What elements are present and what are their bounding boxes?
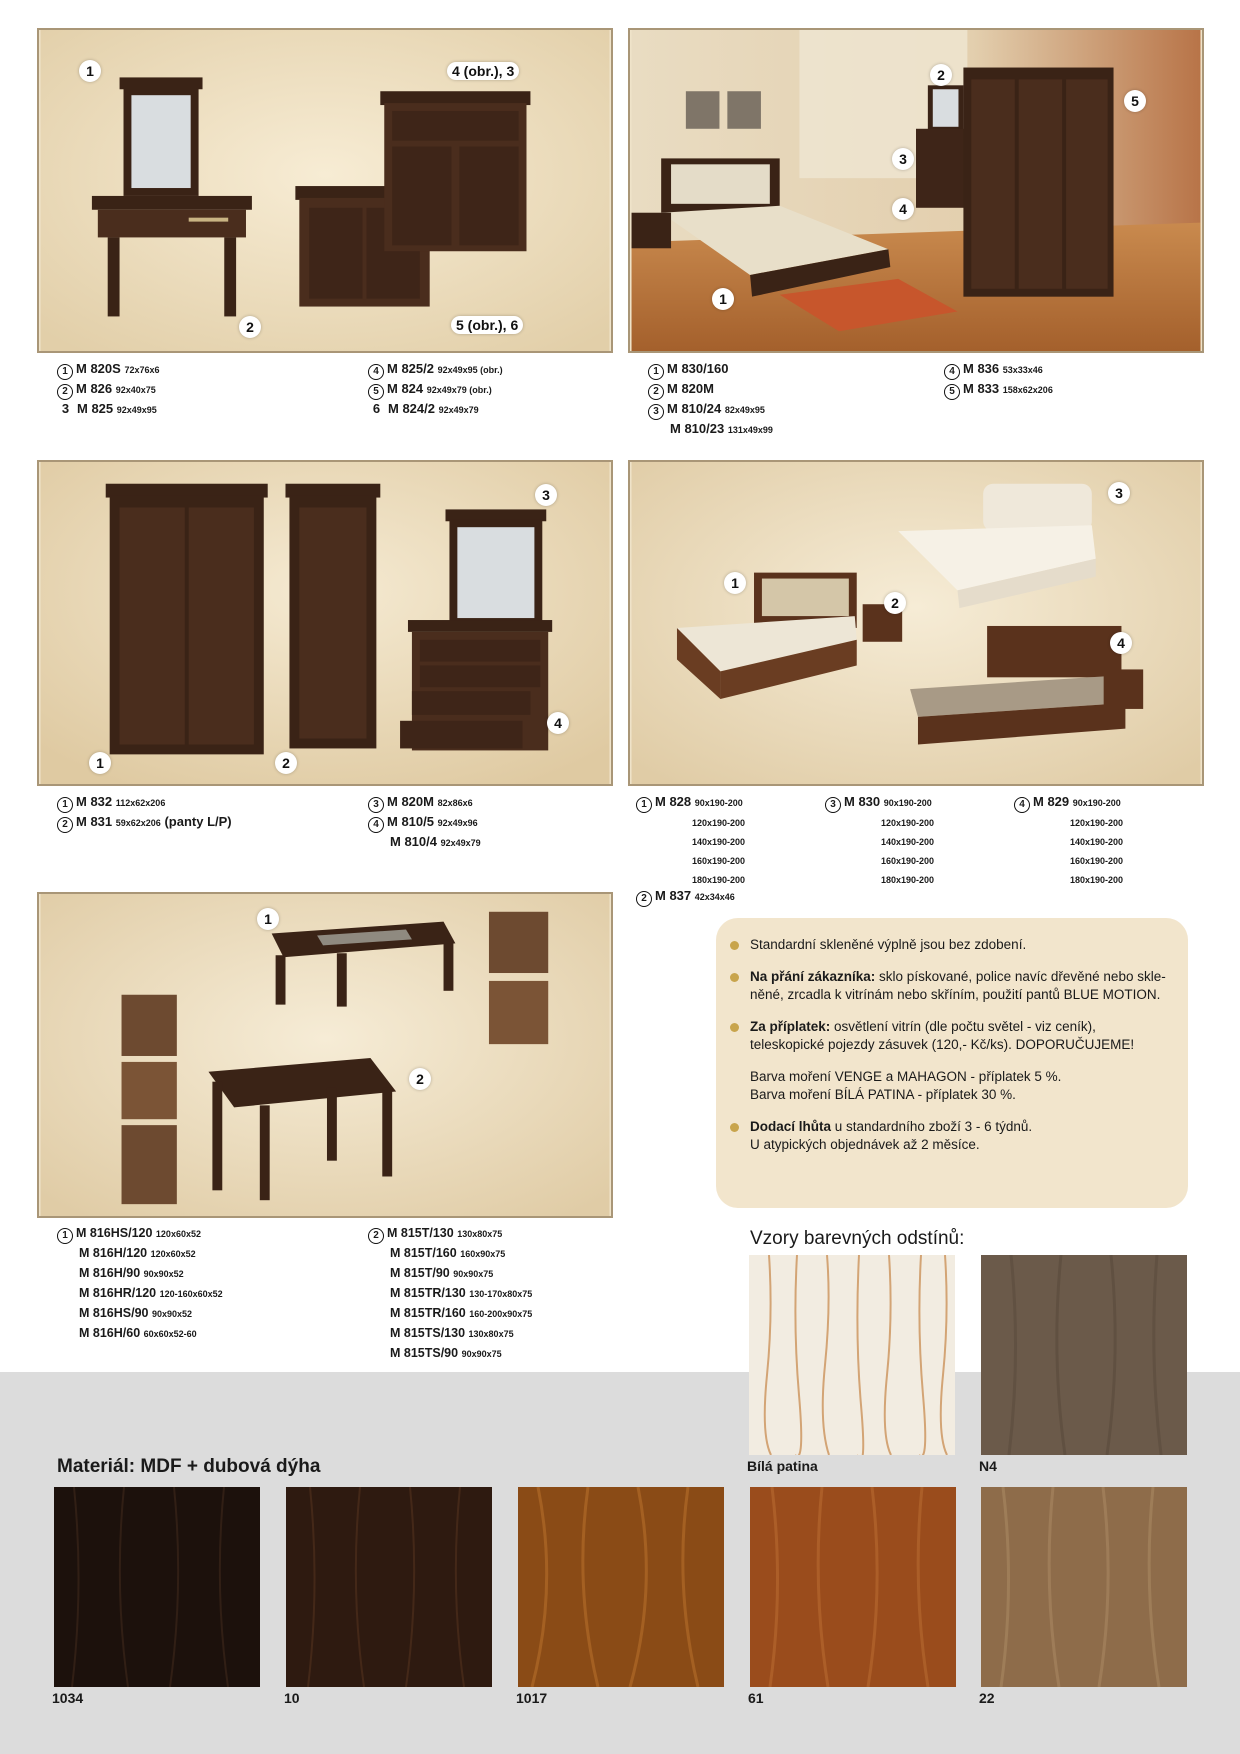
marker-3: 3 xyxy=(1108,482,1130,504)
swatch-tile xyxy=(518,1487,724,1687)
caption-p4-bed-828 xyxy=(636,793,745,889)
info-text: Barva moření VENGE a MAHAGON - příplatek 5 %. xyxy=(750,1069,1062,1084)
bed-size: 120x190-200 xyxy=(1070,818,1124,828)
info-delivery xyxy=(750,1118,1166,1154)
caption-p3-left xyxy=(57,793,232,833)
product-photo-wardrobes xyxy=(37,460,613,786)
bed-size: 160x190-200 xyxy=(692,856,746,866)
product-dimension: 72x76x6 xyxy=(124,365,160,375)
info-heading: Za příplatek: xyxy=(750,1019,831,1034)
circled-number: 4 xyxy=(368,817,384,833)
product-code: M 810/24 xyxy=(667,401,722,416)
swatch-name: N4 xyxy=(979,1458,997,1474)
info-text: sklo pískované, police navíc dřevěné nebo skle-něné, zrcadla k vitrínám nebo skříním, použití pantů BLUE MOTION. xyxy=(750,969,1166,1002)
info-standard xyxy=(750,936,1166,954)
product-dimension: 59x62x206 xyxy=(115,818,161,828)
bed-size: 90x190-200 xyxy=(1072,798,1121,808)
product-dimension: 90x90x75 xyxy=(453,1269,494,1279)
product-dimension: 158x62x206 xyxy=(1002,385,1053,395)
product-dimension: 92x40x75 xyxy=(115,385,156,395)
bed-size: 140x190-200 xyxy=(1070,837,1124,847)
product-dimension: 53x33x46 xyxy=(1002,365,1043,375)
product-code: M 815TR/160 xyxy=(390,1306,466,1320)
caption-p3-right xyxy=(368,793,481,852)
marker-4: 4 xyxy=(1110,632,1132,654)
circled-number: 2 xyxy=(368,1228,384,1244)
marker-2: 2 xyxy=(884,592,906,614)
marker-1: 1 xyxy=(257,908,279,930)
caption-p2-left xyxy=(648,360,773,439)
product-dimension: 92x49x95 (obr.) xyxy=(437,365,503,375)
circled-number: 2 xyxy=(636,891,652,907)
beds-illustration xyxy=(630,462,1202,784)
circled-number: 2 xyxy=(648,384,664,400)
product-dimension: 120-160x60x52 xyxy=(159,1289,223,1299)
product-dimension: 92x49x79 xyxy=(438,405,479,415)
swatch-name: 1017 xyxy=(516,1690,548,1706)
marker-1: 1 xyxy=(79,60,101,82)
product-dimension: 120x60x52 xyxy=(155,1229,201,1239)
info-surcharge xyxy=(750,1018,1166,1054)
product-dimension: 112x62x206 xyxy=(115,798,166,808)
wardrobe-illustration xyxy=(39,462,611,784)
product-code: M 837 xyxy=(655,888,692,903)
marker-3: 3 xyxy=(535,484,557,506)
swatch-tile xyxy=(286,1487,492,1687)
circled-number: 1 xyxy=(636,797,652,813)
product-code: M 810/23 xyxy=(670,421,725,436)
marker-1: 1 xyxy=(89,752,111,774)
bed-size: 160x190-200 xyxy=(881,856,935,866)
product-code: M 815T/160 xyxy=(390,1246,457,1260)
circled-number: 3 xyxy=(648,404,664,420)
product-dimension: 130x80x75 xyxy=(457,1229,503,1239)
circled-number: 2 xyxy=(57,817,73,833)
product-dimension: 82x86x6 xyxy=(437,798,473,808)
caption-p4-bed-830 xyxy=(825,793,934,889)
marker-2: 2 xyxy=(239,316,261,338)
tables-illustration xyxy=(39,894,611,1216)
product-photo-dressing-set xyxy=(37,28,613,353)
bed-size: 180x190-200 xyxy=(1070,875,1124,885)
info-text: u standardního zboží 3 - 6 týdnů. xyxy=(831,1119,1033,1134)
product-code: M 826 xyxy=(76,381,113,396)
product-code: M 815T/130 xyxy=(387,1226,454,1240)
caption-p5-dining-tables xyxy=(368,1224,532,1364)
bed-size: 90x190-200 xyxy=(883,798,932,808)
circled-number: 1 xyxy=(57,364,73,380)
product-code: M 825/2 xyxy=(387,361,434,376)
circled-number: 5 xyxy=(368,384,384,400)
product-code: M 824 xyxy=(387,381,424,396)
marker-3: 3 xyxy=(892,148,914,170)
product-code: M 816HS/120 xyxy=(76,1226,153,1240)
product-code: M 810/5 xyxy=(387,814,434,829)
product-note: (panty L/P) xyxy=(164,814,232,829)
marker-1: 1 xyxy=(724,572,746,594)
swatch-name: 61 xyxy=(748,1690,764,1706)
product-code: M 829 xyxy=(1033,794,1070,809)
swatch-tile xyxy=(54,1487,260,1687)
swatch-name: Bílá patina xyxy=(747,1458,818,1474)
marker-4-3: 4 (obr.), 3 xyxy=(447,62,519,80)
swatch-tile xyxy=(750,1487,956,1687)
swatch-tile xyxy=(981,1487,1187,1687)
circled-number: 4 xyxy=(1014,797,1030,813)
product-code: M 820M xyxy=(667,381,714,396)
plain-number: 6 xyxy=(372,401,381,416)
circled-number: 2 xyxy=(57,384,73,400)
product-code: M 831 xyxy=(76,814,113,829)
swatch-tile xyxy=(749,1255,955,1455)
marker-4: 4 xyxy=(547,712,569,734)
product-dimension: 130-170x80x75 xyxy=(469,1289,533,1299)
info-text: U atypických objednávek až 2 měsíce. xyxy=(750,1137,980,1152)
product-code: M 830 xyxy=(844,794,881,809)
bed-size: 120x190-200 xyxy=(881,818,935,828)
product-dimension: 130x80x75 xyxy=(468,1329,514,1339)
circled-number: 1 xyxy=(648,364,664,380)
product-code: M 815TS/90 xyxy=(390,1346,459,1360)
product-dimension: 90x90x75 xyxy=(461,1349,502,1359)
product-code: M 816HS/90 xyxy=(79,1306,149,1320)
furniture-illustration xyxy=(39,30,611,351)
product-code: M 816HR/120 xyxy=(79,1286,157,1300)
info-on-request xyxy=(750,968,1166,1004)
product-dimension: 90x90x52 xyxy=(151,1309,193,1319)
product-code: M 816H/120 xyxy=(79,1246,148,1260)
circled-number: 5 xyxy=(944,384,960,400)
product-dimension: 160x90x75 xyxy=(460,1249,506,1259)
swatch-name: 22 xyxy=(979,1690,995,1706)
circled-number: 3 xyxy=(368,797,384,813)
swatch-name: 1034 xyxy=(52,1690,84,1706)
product-photo-beds xyxy=(628,460,1204,786)
material-title: Materiál: MDF + dubová dýha xyxy=(57,1456,321,1477)
bed-size: 180x190-200 xyxy=(692,875,746,885)
bed-size: 160x190-200 xyxy=(1070,856,1124,866)
product-code: M 810/4 xyxy=(390,834,437,849)
info-box xyxy=(716,918,1188,1208)
product-code: M 825 xyxy=(77,401,114,416)
marker-2: 2 xyxy=(930,64,952,86)
circled-number: 3 xyxy=(825,797,841,813)
product-code: M 836 xyxy=(963,361,1000,376)
product-dimension: 90x90x52 xyxy=(143,1269,184,1279)
info-text: osvětlení vitrín (dle počtu světel - viz ceník), teleskopické pojezdy zásuvek (120,- Kč/ks). DOPORUČUJEME! xyxy=(750,1019,1135,1052)
marker-5: 5 xyxy=(1124,90,1146,112)
caption-p4-bed-829 xyxy=(1014,793,1123,889)
product-code: M 830/160 xyxy=(667,361,729,376)
product-dimension: 82x49x95 xyxy=(724,405,765,415)
bed-size: 140x190-200 xyxy=(692,837,746,847)
bed-size: 120x190-200 xyxy=(692,818,746,828)
product-code: M 832 xyxy=(76,794,113,809)
product-dimension: 92x49x79 (obr.) xyxy=(426,385,492,395)
swatch-name: 10 xyxy=(284,1690,300,1706)
caption-p1-right xyxy=(368,360,503,419)
product-code: M 815TR/130 xyxy=(390,1286,466,1300)
samples-title: Vzory barevných odstínů: xyxy=(750,1228,965,1249)
marker-4: 4 xyxy=(892,198,914,220)
circled-number: 1 xyxy=(57,797,73,813)
circled-number: 4 xyxy=(944,364,960,380)
caption-p5-coffee-tables xyxy=(57,1224,223,1344)
product-dimension: 92x49x79 xyxy=(440,838,481,848)
info-text: Standardní skleněné výplně jsou bez zdobení. xyxy=(750,937,1027,952)
product-code: M 820M xyxy=(387,794,434,809)
product-dimension: 92x49x95 xyxy=(116,405,157,415)
plain-number: 3 xyxy=(61,401,70,416)
product-dimension: 120x60x52 xyxy=(150,1249,196,1259)
product-code: M 833 xyxy=(963,381,1000,396)
bed-size: 90x190-200 xyxy=(694,798,743,808)
product-code: M 815TS/130 xyxy=(390,1326,466,1340)
product-code: M 820S xyxy=(76,361,121,376)
marker-5-6: 5 (obr.), 6 xyxy=(451,316,523,334)
caption-p2-right xyxy=(944,360,1053,400)
product-code: M 816H/60 xyxy=(79,1326,141,1340)
product-code: M 815T/90 xyxy=(390,1266,450,1280)
swatch-tile xyxy=(981,1255,1187,1455)
info-stain-prices xyxy=(750,1068,1166,1104)
product-dimension: 160-200x90x75 xyxy=(469,1309,533,1319)
marker-1: 1 xyxy=(712,288,734,310)
product-dimension: 42x34x46 xyxy=(694,892,735,902)
product-code: M 824/2 xyxy=(388,401,435,416)
info-heading: Na přání zákazníka: xyxy=(750,969,876,984)
info-text: Barva moření BÍLÁ PATINA - příplatek 30 %. xyxy=(750,1087,1016,1102)
marker-2: 2 xyxy=(275,752,297,774)
product-code: M 828 xyxy=(655,794,692,809)
caption-p4-nightstand xyxy=(636,887,735,907)
product-dimension: 60x60x52-60 xyxy=(143,1329,197,1339)
bed-size: 140x190-200 xyxy=(881,837,935,847)
product-code: M 816H/90 xyxy=(79,1266,141,1280)
circled-number: 1 xyxy=(57,1228,73,1244)
product-dimension: 131x49x99 xyxy=(727,425,773,435)
circled-number: 4 xyxy=(368,364,384,380)
info-heading: Dodací lhůta xyxy=(750,1119,832,1134)
product-dimension: 92x49x96 xyxy=(437,818,478,828)
caption-p1-left xyxy=(57,360,159,419)
product-photo-bedroom xyxy=(628,28,1204,353)
product-photo-tables xyxy=(37,892,613,1218)
marker-2: 2 xyxy=(409,1068,431,1090)
bed-size: 180x190-200 xyxy=(881,875,935,885)
